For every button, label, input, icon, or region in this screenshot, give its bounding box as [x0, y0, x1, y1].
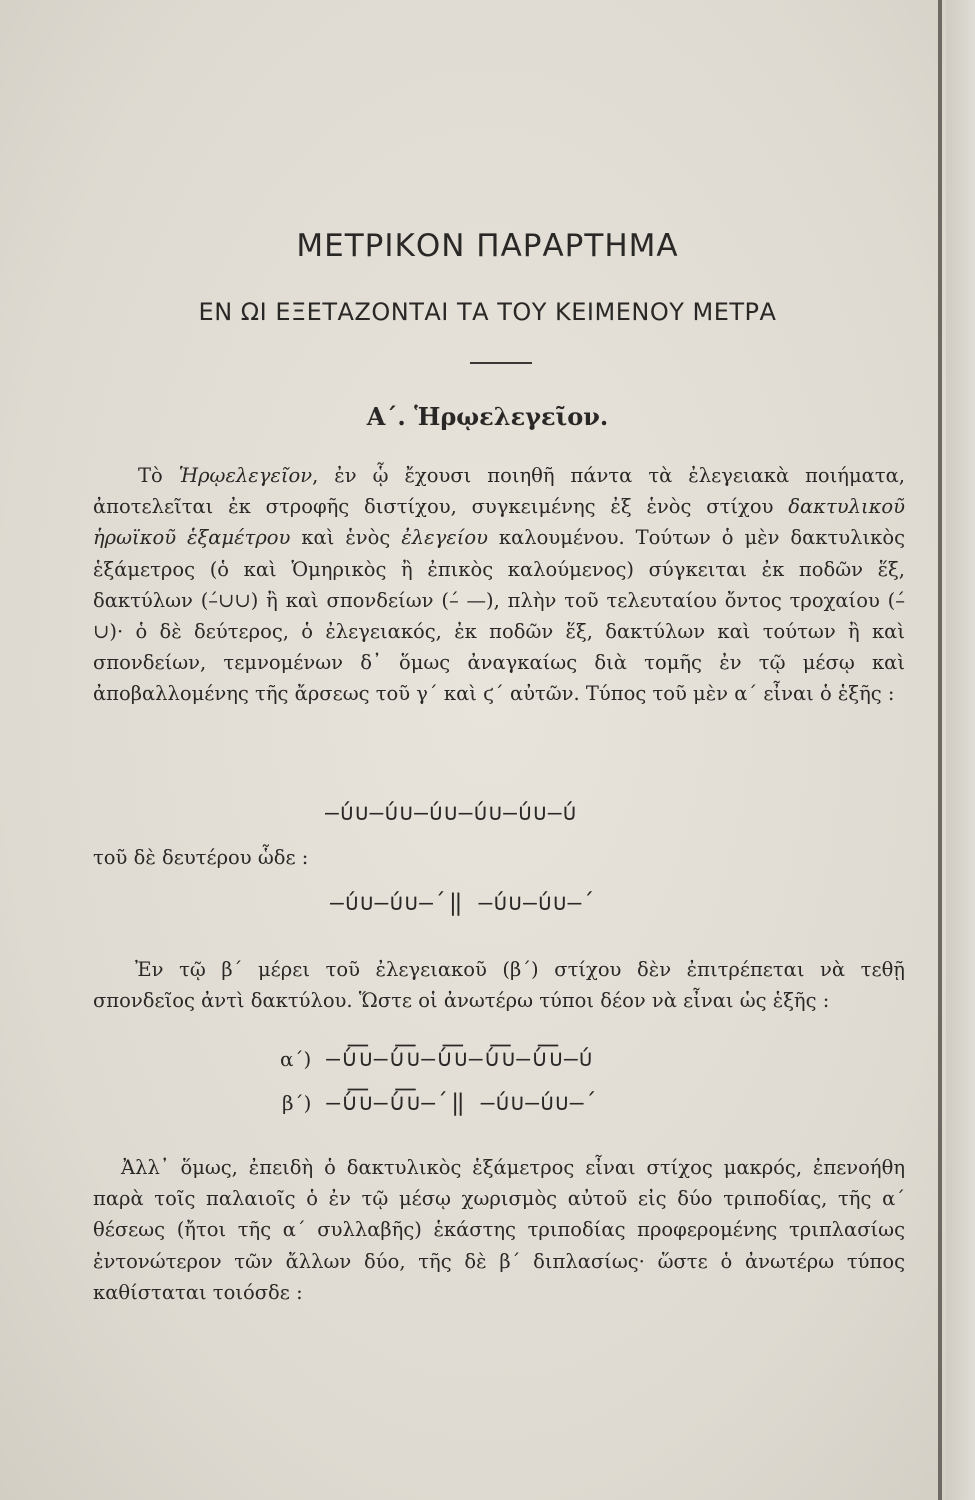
scheme-b-text: –́∪͞∪–́∪͞∪–́ ‖ –́∪∪–́∪∪–́: [326, 1090, 585, 1116]
metrical-scheme-pentameter: –́∪∪–́∪∪–́ ‖ –́∪∪–́∪∪–́: [330, 890, 583, 916]
para1-text-a: , ἐν ᾧ ἔχουσι ποιηθῆ πάντα τὰ ἐλεγειακὰ ποιήματα, ἀποτελεῖται ἐκ στροφῆς διστίχου, συγκειμένης ἐξ ἑνὸς στίχου: [93, 464, 905, 519]
scheme-b-label: β΄): [282, 1091, 312, 1115]
term-heroelegeion: Ἡρῳελεγεῖον: [178, 464, 313, 487]
facing-page-edge: [946, 0, 975, 1500]
scheme-a-label: α΄): [280, 1047, 312, 1071]
term-elegeion: ἐλεγείου: [401, 526, 488, 550]
metrical-scheme-b: [282, 1090, 585, 1116]
section-heading: Α΄. Ἡρῳελεγεῖον.: [366, 402, 609, 431]
page-title: ΜΕΤΡΙΚΟΝ ΠΑΡΑΡΤΗΜΑ: [296, 228, 679, 264]
page-subtitle: ΕΝ ΩΙ ΕΞΕΤΑΖΟΝΤΑΙ ΤΑ ΤΟΥ ΚΕΙΜΕΝΟΥ ΜΕΤΡΑ: [198, 298, 777, 326]
metrical-scheme-hexameter: –́∪∪–́∪∪–́∪∪–́∪∪–́∪∪–́∪: [325, 800, 578, 826]
scheme-a-text: –́∪͞∪–́∪͞∪–́∪͞∪–́∪͞∪–́∪͞∪–́∪: [326, 1046, 594, 1072]
divider-rule: [470, 362, 532, 364]
paragraph-spondee-rule: Ἐν τῷ β΄ μέρει τοῦ ἐλεγειακοῦ (β΄) στίχου δὲν ἐπιτρέπεται νὰ τεθῇ σπονδεῖος ἀντὶ δακτύλου. Ὥστε οἱ ἀνωτέρω τύποι δέον νὰ εἶναι ὡς ἑξῆς :: [93, 958, 905, 1013]
page-binding-edge: [938, 0, 942, 1500]
para1-text-c: καλουμένου. Τούτων ὁ μὲν δακτυλικὸς ἑξάμετρος (ὁ καὶ Ὁμηρικὸς ἢ ἐπικὸς καλούμενος) σύγκειται ἐκ ποδῶν ἕξ, δακτύλων (–́∪∪) ἢ καὶ σπονδείων (–́ —), πλὴν τοῦ τελευταίου ὄντος τροχαίου (–́∪)· ὁ δὲ δεύτερος, ὁ ἐλεγειακός, ἐκ ποδῶν ἕξ, δακτύλων καὶ τούτων ἢ καὶ σπονδείων, τεμνομένων δ᾽ ὅμως ἀναγκαίως διὰ τομῆς ἐν τῷ μέσῳ καὶ ἀποβαλλομένης τῆς ἄρσεως τοῦ γ΄ καὶ ϛ΄ αὐτῶν. Τύπος τοῦ μὲν α΄ εἶναι ὁ ἑξῆς :: [93, 526, 905, 706]
term-dactylic-hexameter: δακτυλικοῦ ἡρωϊκοῦ ἑξαμέτρου: [93, 495, 905, 550]
paragraph-intro: [93, 460, 905, 710]
paragraph-tripodies: Ἀλλ᾽ ὅμως, ἐπειδὴ ὁ δακτυλικὸς ἑξάμετρος εἶναι στίχος μακρός, ἐπενοήθη παρὰ τοῖς παλαιοῖς ὁ ἐν τῷ μέσῳ χωρισμὸς αὐτοῦ εἰς δύο τριποδίας, τῆς α΄ θέσεως (ἤτοι τῆς α΄ συλλαβῆς) ἑκάστης τριποδίας προφερομένης τριπλασίως ἐντονώτερον τῶν ἄλλων δύο, τῆς δὲ β΄ διπλασίως· ὥστε ὁ ἀνωτέρω τύπος καθίσταται τοιόσδε :: [93, 1156, 905, 1304]
line-second-verse: τοῦ δὲ δευτέρου ὧδε :: [93, 846, 309, 869]
para1-lead: Τὸ: [138, 464, 179, 487]
para1-text-b: καὶ ἑνὸς: [290, 526, 402, 550]
metrical-scheme-a: [280, 1046, 594, 1072]
